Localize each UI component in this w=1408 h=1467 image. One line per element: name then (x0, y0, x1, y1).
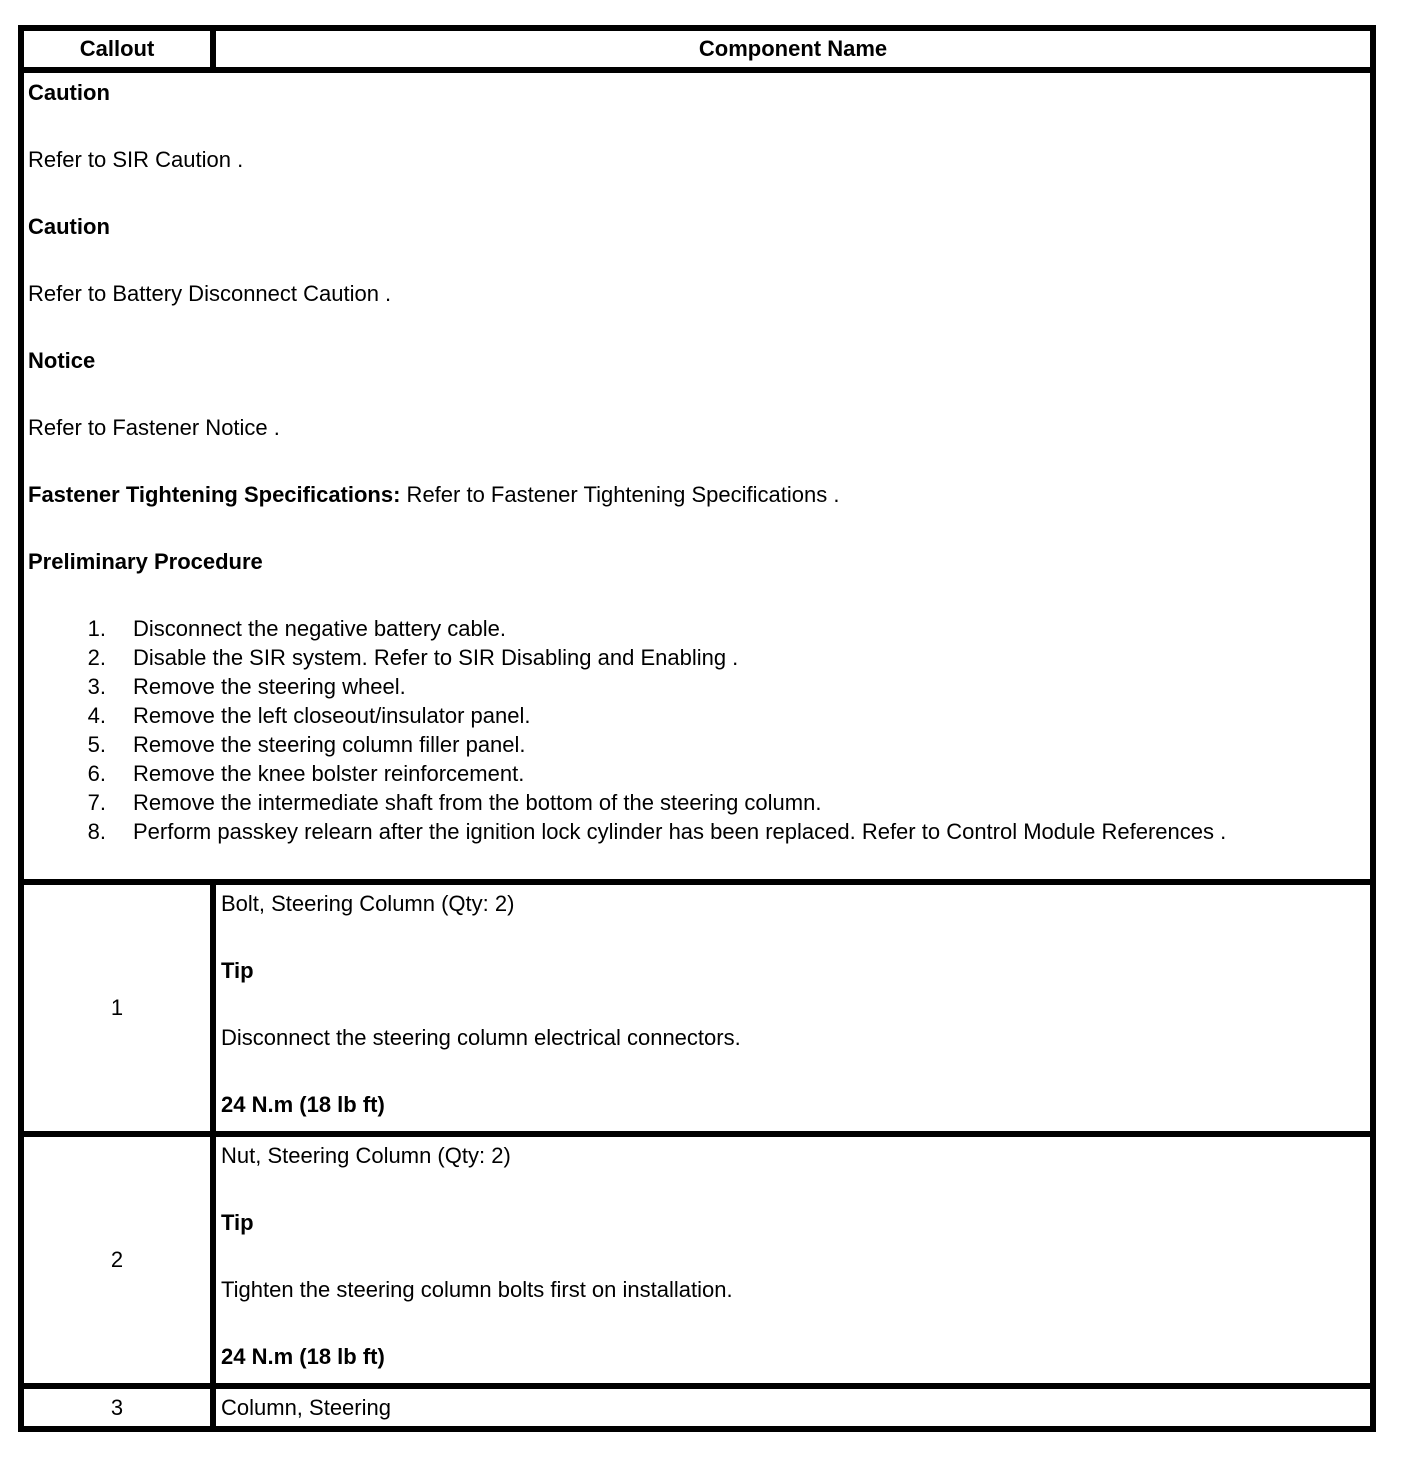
fastener-notice-reference: Refer to Fastener Notice . (28, 415, 280, 440)
table-row (21, 882, 1373, 1134)
battery-disconnect-caution-reference: Refer to Battery Disconnect Caution . (28, 281, 392, 306)
step-number: 5. (87, 732, 106, 757)
step-number: 2. (87, 645, 106, 670)
preliminary-procedure-steps (28, 614, 1362, 846)
preamble-cell (21, 70, 1373, 882)
step-number: 7. (87, 790, 106, 815)
step-item (28, 643, 1362, 672)
component-name: Bolt, Steering Column (Qty: 2) (221, 891, 515, 916)
step-item (28, 672, 1362, 701)
step-text: Remove the steering wheel. (133, 674, 406, 699)
table-row (21, 1134, 1373, 1386)
header-component-name: Component Name (213, 28, 1373, 70)
header-row (21, 28, 1373, 70)
tip-heading: Tip (221, 1210, 254, 1235)
tip-text: Tighten the steering column bolts first on installation. (221, 1277, 733, 1302)
fastener-tightening-specs-reference: Refer to Fastener Tightening Specifications . (400, 482, 840, 507)
component-description-cell (213, 882, 1373, 1134)
step-item (28, 614, 1362, 643)
tip-heading: Tip (221, 958, 254, 983)
table-header (21, 28, 1373, 70)
sir-caution-reference: Refer to SIR Caution . (28, 147, 244, 172)
callout-number: 1 (21, 882, 213, 1134)
step-number: 8. (87, 819, 106, 844)
header-callout: Callout (21, 28, 213, 70)
step-number: 4. (87, 703, 106, 728)
preamble-row (21, 70, 1373, 882)
component-callout-table (18, 25, 1376, 1432)
table-row (21, 1386, 1373, 1429)
component-name: Nut, Steering Column (Qty: 2) (221, 1143, 511, 1168)
callout-number: 3 (21, 1386, 213, 1429)
notice-heading: Notice (28, 348, 96, 373)
step-item (28, 759, 1362, 788)
step-text: Perform passkey relearn after the ignition lock cylinder has been replaced. Refer to Control Module References . (133, 819, 1227, 844)
step-text: Remove the intermediate shaft from the bottom of the steering column. (133, 790, 822, 815)
step-item (28, 817, 1362, 846)
step-number: 3. (87, 674, 106, 699)
step-number: 1. (87, 616, 106, 641)
step-text: Remove the left closeout/insulator panel. (133, 703, 531, 728)
torque-spec: 24 N.m (18 lb ft) (221, 1092, 385, 1117)
callout-number: 2 (21, 1134, 213, 1386)
step-text: Remove the knee bolster reinforcement. (133, 761, 525, 786)
preliminary-procedure-heading: Preliminary Procedure (28, 549, 263, 574)
caution-heading: Caution (28, 80, 110, 105)
fastener-tightening-specs-label: Fastener Tightening Specifications: (28, 482, 401, 507)
step-item (28, 730, 1362, 759)
step-text: Disconnect the negative battery cable. (133, 616, 507, 641)
step-item (28, 701, 1362, 730)
component-description-cell (213, 1386, 1373, 1429)
fastener-tightening-specs-line (28, 480, 1362, 509)
step-text: Remove the steering column filler panel. (133, 732, 526, 757)
step-item (28, 788, 1362, 817)
torque-spec: 24 N.m (18 lb ft) (221, 1344, 385, 1369)
step-number: 6. (87, 761, 106, 786)
tip-text: Disconnect the steering column electrical connectors. (221, 1025, 741, 1050)
caution-heading: Caution (28, 214, 110, 239)
component-description-cell (213, 1134, 1373, 1386)
component-name: Column, Steering (221, 1395, 391, 1420)
step-text: Disable the SIR system. Refer to SIR Disabling and Enabling . (133, 645, 739, 670)
